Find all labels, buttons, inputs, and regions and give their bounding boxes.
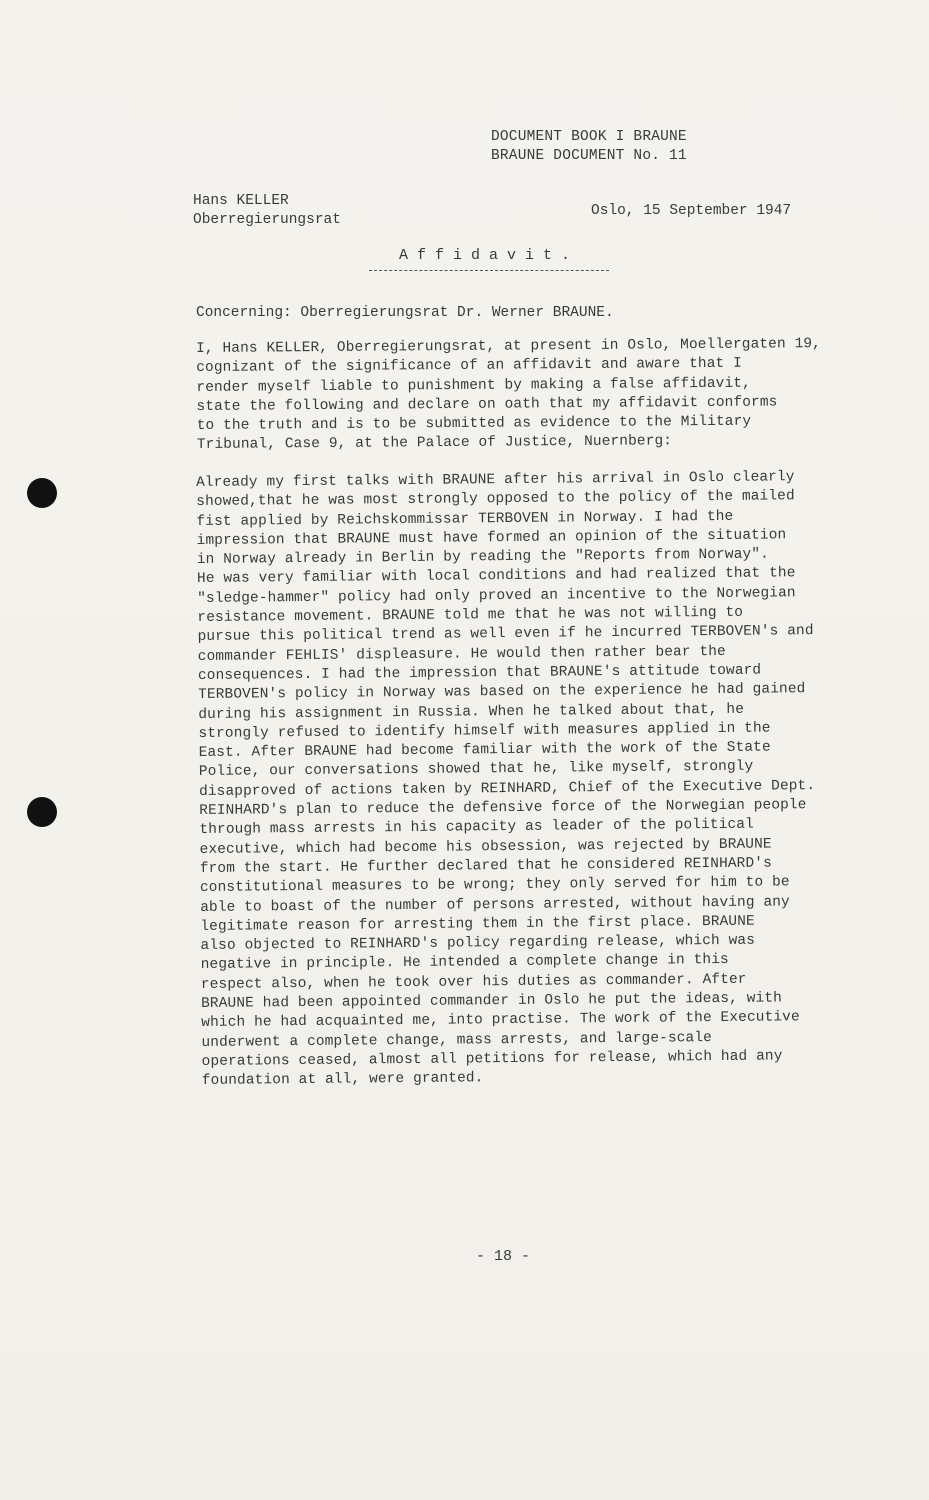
- punch-hole: [27, 797, 57, 827]
- text-line: Tribunal, Case 9, at the Palace of Justice, Nuernberg:: [196, 433, 673, 454]
- text-line: disapproved of actions taken by REINHARD, Chief of the Executive Dept.: [198, 777, 816, 800]
- text-line: showed,that he was most strongly opposed to the policy of the mailed: [196, 488, 795, 511]
- text-line: East. After BRAUNE had become familiar with the work of the State: [198, 739, 771, 762]
- text-line: to the truth and is to be submitted as evidence to the Military: [196, 413, 752, 435]
- text-line: consequences. I had the impression that BRAUNE's attitude toward: [197, 662, 762, 684]
- author-rank: Oberregierungsrat: [193, 212, 341, 228]
- text-line: from the start. He further declared that he considered REINHARD's: [199, 855, 772, 877]
- document-header: [491, 128, 687, 166]
- document-title: Affidavit.: [398, 247, 579, 264]
- text-line: BRAUNE had been appointed commander in Oslo he put the ideas, with: [201, 990, 783, 1012]
- concerning-line: Concerning: Oberregierungsrat Dr. Werner BRAUNE.: [196, 305, 614, 321]
- text-line: "sledge-hammer" policy had only proved an incentive to the Norwegian: [197, 585, 796, 607]
- text-line: able to boast of the number of persons arrested, without having any: [200, 893, 790, 916]
- text-line: underwent a complete change, mass arrests, and large-scale: [201, 1029, 712, 1051]
- place-date: Oslo, 15 September 1947: [591, 203, 792, 219]
- author-block: [193, 192, 341, 230]
- text-line: during his assignment in Russia. When he talked about that, he: [198, 701, 745, 723]
- page-number: - 18 -: [476, 1248, 531, 1265]
- text-line: constitutional measures to be wrong; they only served for him to be: [199, 874, 790, 897]
- text-line: state the following and declare on oath that my affidavit conforms: [196, 394, 778, 415]
- title-underline: [369, 270, 609, 271]
- text-line: I, Hans KELLER, Oberregierungsrat, at present in Oslo, Moellergaten 19,: [196, 336, 822, 357]
- text-line: strongly refused to identify himself with measures applied in the: [198, 720, 771, 742]
- text-line: resistance movement. BRAUNE told me that he was not willing to: [197, 604, 744, 627]
- text-line: which he had acquainted me, into practise. The work of the Executive: [201, 1009, 800, 1032]
- text-line: render myself liable to punishment by making a false affidavit,: [196, 375, 751, 396]
- text-line: Police, our conversations showed that he, like myself, strongly: [198, 759, 754, 781]
- header-line-book: DOCUMENT BOOK I BRAUNE: [491, 129, 687, 145]
- paragraph-statement: [196, 467, 892, 1091]
- text-line: REINHARD's plan to reduce the defensive force of the Norwegian people: [199, 797, 807, 820]
- text-line: fist applied by Reichskommissar TERBOVEN in Norway. I had the: [196, 508, 734, 530]
- text-line: negative in principle. He intended a complete change in this: [200, 952, 729, 974]
- author-name: Hans KELLER: [193, 193, 289, 209]
- text-line: commander FEHLIS' displeasure. He would then rather bear the: [197, 643, 726, 665]
- paragraph-oath: [196, 335, 887, 456]
- text-line: TERBOVEN's policy in Norway was based on the experience he had gained: [198, 681, 806, 704]
- text-line: Already my first talks with BRAUNE after his arrival in Oslo clearly: [196, 469, 795, 491]
- text-line: foundation at all, were granted.: [201, 1070, 484, 1090]
- text-line: respect also, when he took over his duties as commander. After: [200, 971, 747, 993]
- text-line: executive, which had become his obsession, was rejected by BRAUNE: [199, 836, 772, 858]
- text-line: operations ceased, almost all petitions for release, which had any: [201, 1048, 783, 1070]
- text-line: through mass arrests in his capacity as leader of the political: [199, 817, 754, 839]
- text-line: cognizant of the significance of an affidavit and aware that I: [196, 356, 742, 377]
- text-line: impression that BRAUNE must have formed an opinion of the situation: [196, 527, 787, 549]
- punch-hole: [27, 478, 57, 508]
- text-line: also objected to REINHARD's policy regarding release, which was: [200, 932, 756, 955]
- text-line: He was very familiar with local conditions and had realized that the: [196, 565, 796, 588]
- text-line: pursue this political trend as well even if he incurred TERBOVEN's and: [197, 623, 814, 646]
- header-line-document: BRAUNE DOCUMENT No. 11: [491, 148, 687, 164]
- text-line: in Norway already in Berlin by reading the "Reports from Norway".: [196, 546, 769, 569]
- text-line: legitimate reason for arresting them in the first place. BRAUNE: [200, 913, 755, 935]
